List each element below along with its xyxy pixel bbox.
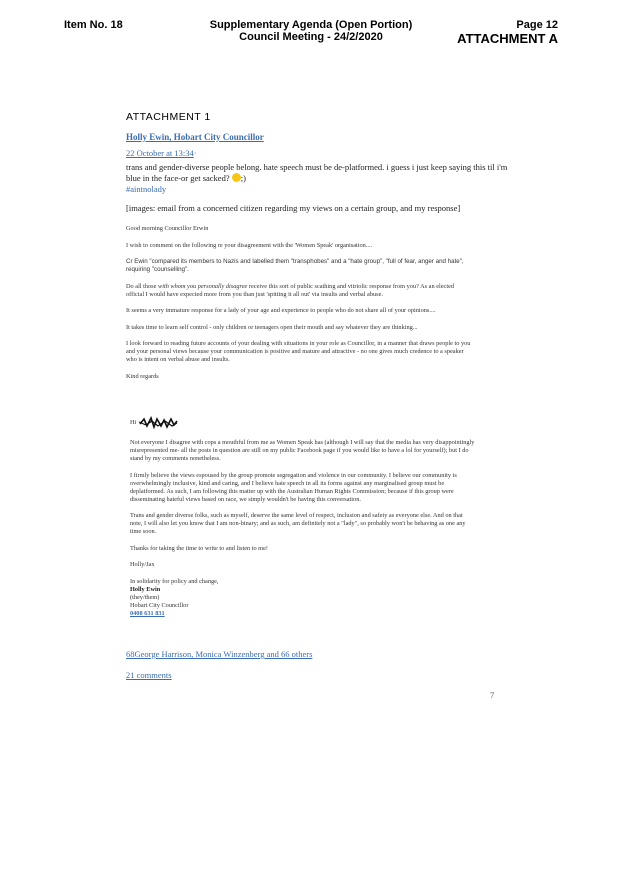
reply-paragraph: Not everyone I disagree with cops a mouthful from me as Women Speak has (although I will say that the media has very disappointingly misrepresented me- all the posts in question are still on my public Facebook page if you would like to have a lol for yourself); but I do stand by my comments nonetheless. [130, 439, 475, 462]
email-paragraph: Cr Ewin "compared its members to Nazis and labelled them "transphobes" and a "hate group", "full of fear, anger and hate", requiring "counselling". [126, 258, 464, 273]
reply-paragraph: Trans and gender diverse folks, such as myself, deserve the same level of respect, inclusion and safety as everyone else. And on that note, I will also let you know that I am non-binary; and as such, am definitely not a "lady", so probably won't be behaving as one any time soon. [130, 512, 466, 535]
comments-link[interactable]: 21 comments [126, 670, 172, 680]
email-text: Do all those [126, 282, 159, 290]
date-separator: · [193, 148, 197, 158]
agenda-header [180, 19, 442, 43]
councillor-reply [130, 416, 475, 618]
agenda-title: Supplementary Agenda (Open Portion) [209, 19, 413, 31]
post-text: trans and gender-diverse people belong. hate speech must be de-platformed. i guess i just keep saying this til i'm blue in the face-or get sacked? [126, 162, 508, 183]
signature-pronouns: (they/them) [130, 593, 160, 601]
attachment-label: ATTACHMENT A [457, 31, 558, 46]
signature-block [130, 578, 475, 618]
redacted-name-scribble [138, 416, 178, 430]
post-date [126, 148, 197, 158]
attachment-title: ATTACHMENT 1 [126, 111, 211, 123]
page-header [457, 19, 558, 46]
reply-paragraph: Thanks for taking the time to write to and listen to me! [130, 544, 268, 552]
reply-paragraph: I firmly believe the views espoused by the group promote segregation and violence in our community. I believe our community is overwhelmingly inclusive, kind and caring, and I believe hate speech in all its forms against any marginalised group must be deplatformed. As such, I am following this matter up with the Australian Human Rights Commission; because if this group were disseminating hateful views based on race, we simply wouldn't be having this conversation. [130, 471, 457, 503]
page-number: 7 [490, 690, 495, 700]
email-paragraph: I look forward to reading future accounts of your dealing with situations in your role as Councillor, in a manner that draws people to you and your personal views because your communication is positive and mature and attractive - no one gives much credence to a speaker who is intent on verbal abuse and insults. [126, 340, 471, 363]
signature-role: Hobart City Councillor [130, 601, 189, 609]
item-number: Item No. 18 [64, 19, 123, 31]
signature-phone-link[interactable]: 0408 631 831 [130, 609, 165, 617]
reply-hi: Hi [130, 419, 137, 426]
email-text: receive this sort of public scathing and vitriolic response from you? As an elected official I would have expected more from you than just 'spitting it all out' via insults and verbal abuse. [126, 282, 455, 298]
hashtag-link[interactable]: #aintnolady [126, 184, 167, 194]
email-closing: Kind regards [126, 372, 159, 380]
email-emphasis: with whom you personally disagree [158, 282, 248, 290]
meeting-date: Council Meeting - 24/2/2020 [239, 31, 383, 43]
images-note: [images: email from a concerned citizen regarding my views on a certain group, and my response] [126, 203, 461, 213]
post-body [126, 162, 516, 195]
email-paragraph: I wish to comment on the following re your disagreement with the 'Women Speak' organisation.... [126, 241, 373, 249]
signature-name: Holly Ewin [130, 585, 161, 593]
post-author-link[interactable]: Holly Ewin, Hobart City Councillor [126, 132, 264, 142]
likes-link[interactable]: 68George Harrison, Monica Winzenberg and 66 others [126, 649, 313, 659]
email-paragraph: It seems a very immature response for a lady of your age and experience to people who do not share all of your opinions.... [126, 307, 436, 314]
email-greeting: Good morning Councillor Erwin [126, 225, 209, 232]
post-text-end: ;) [240, 173, 246, 183]
reply-greeting [130, 416, 475, 430]
citizen-email [126, 225, 471, 389]
email-paragraph [126, 283, 471, 299]
winking-face-icon [232, 173, 241, 182]
page-label: Page 12 [516, 19, 558, 31]
email-paragraph: It takes time to learn self control - only children or teenagers open their mouth and say whatever they are thinking... [126, 323, 418, 331]
signature-solidarity: In solidarity for policy and change, [130, 577, 219, 585]
post-date-link[interactable]: 22 October at 13:34 [126, 148, 194, 158]
reply-signoff: Holly/Jax [130, 561, 155, 568]
